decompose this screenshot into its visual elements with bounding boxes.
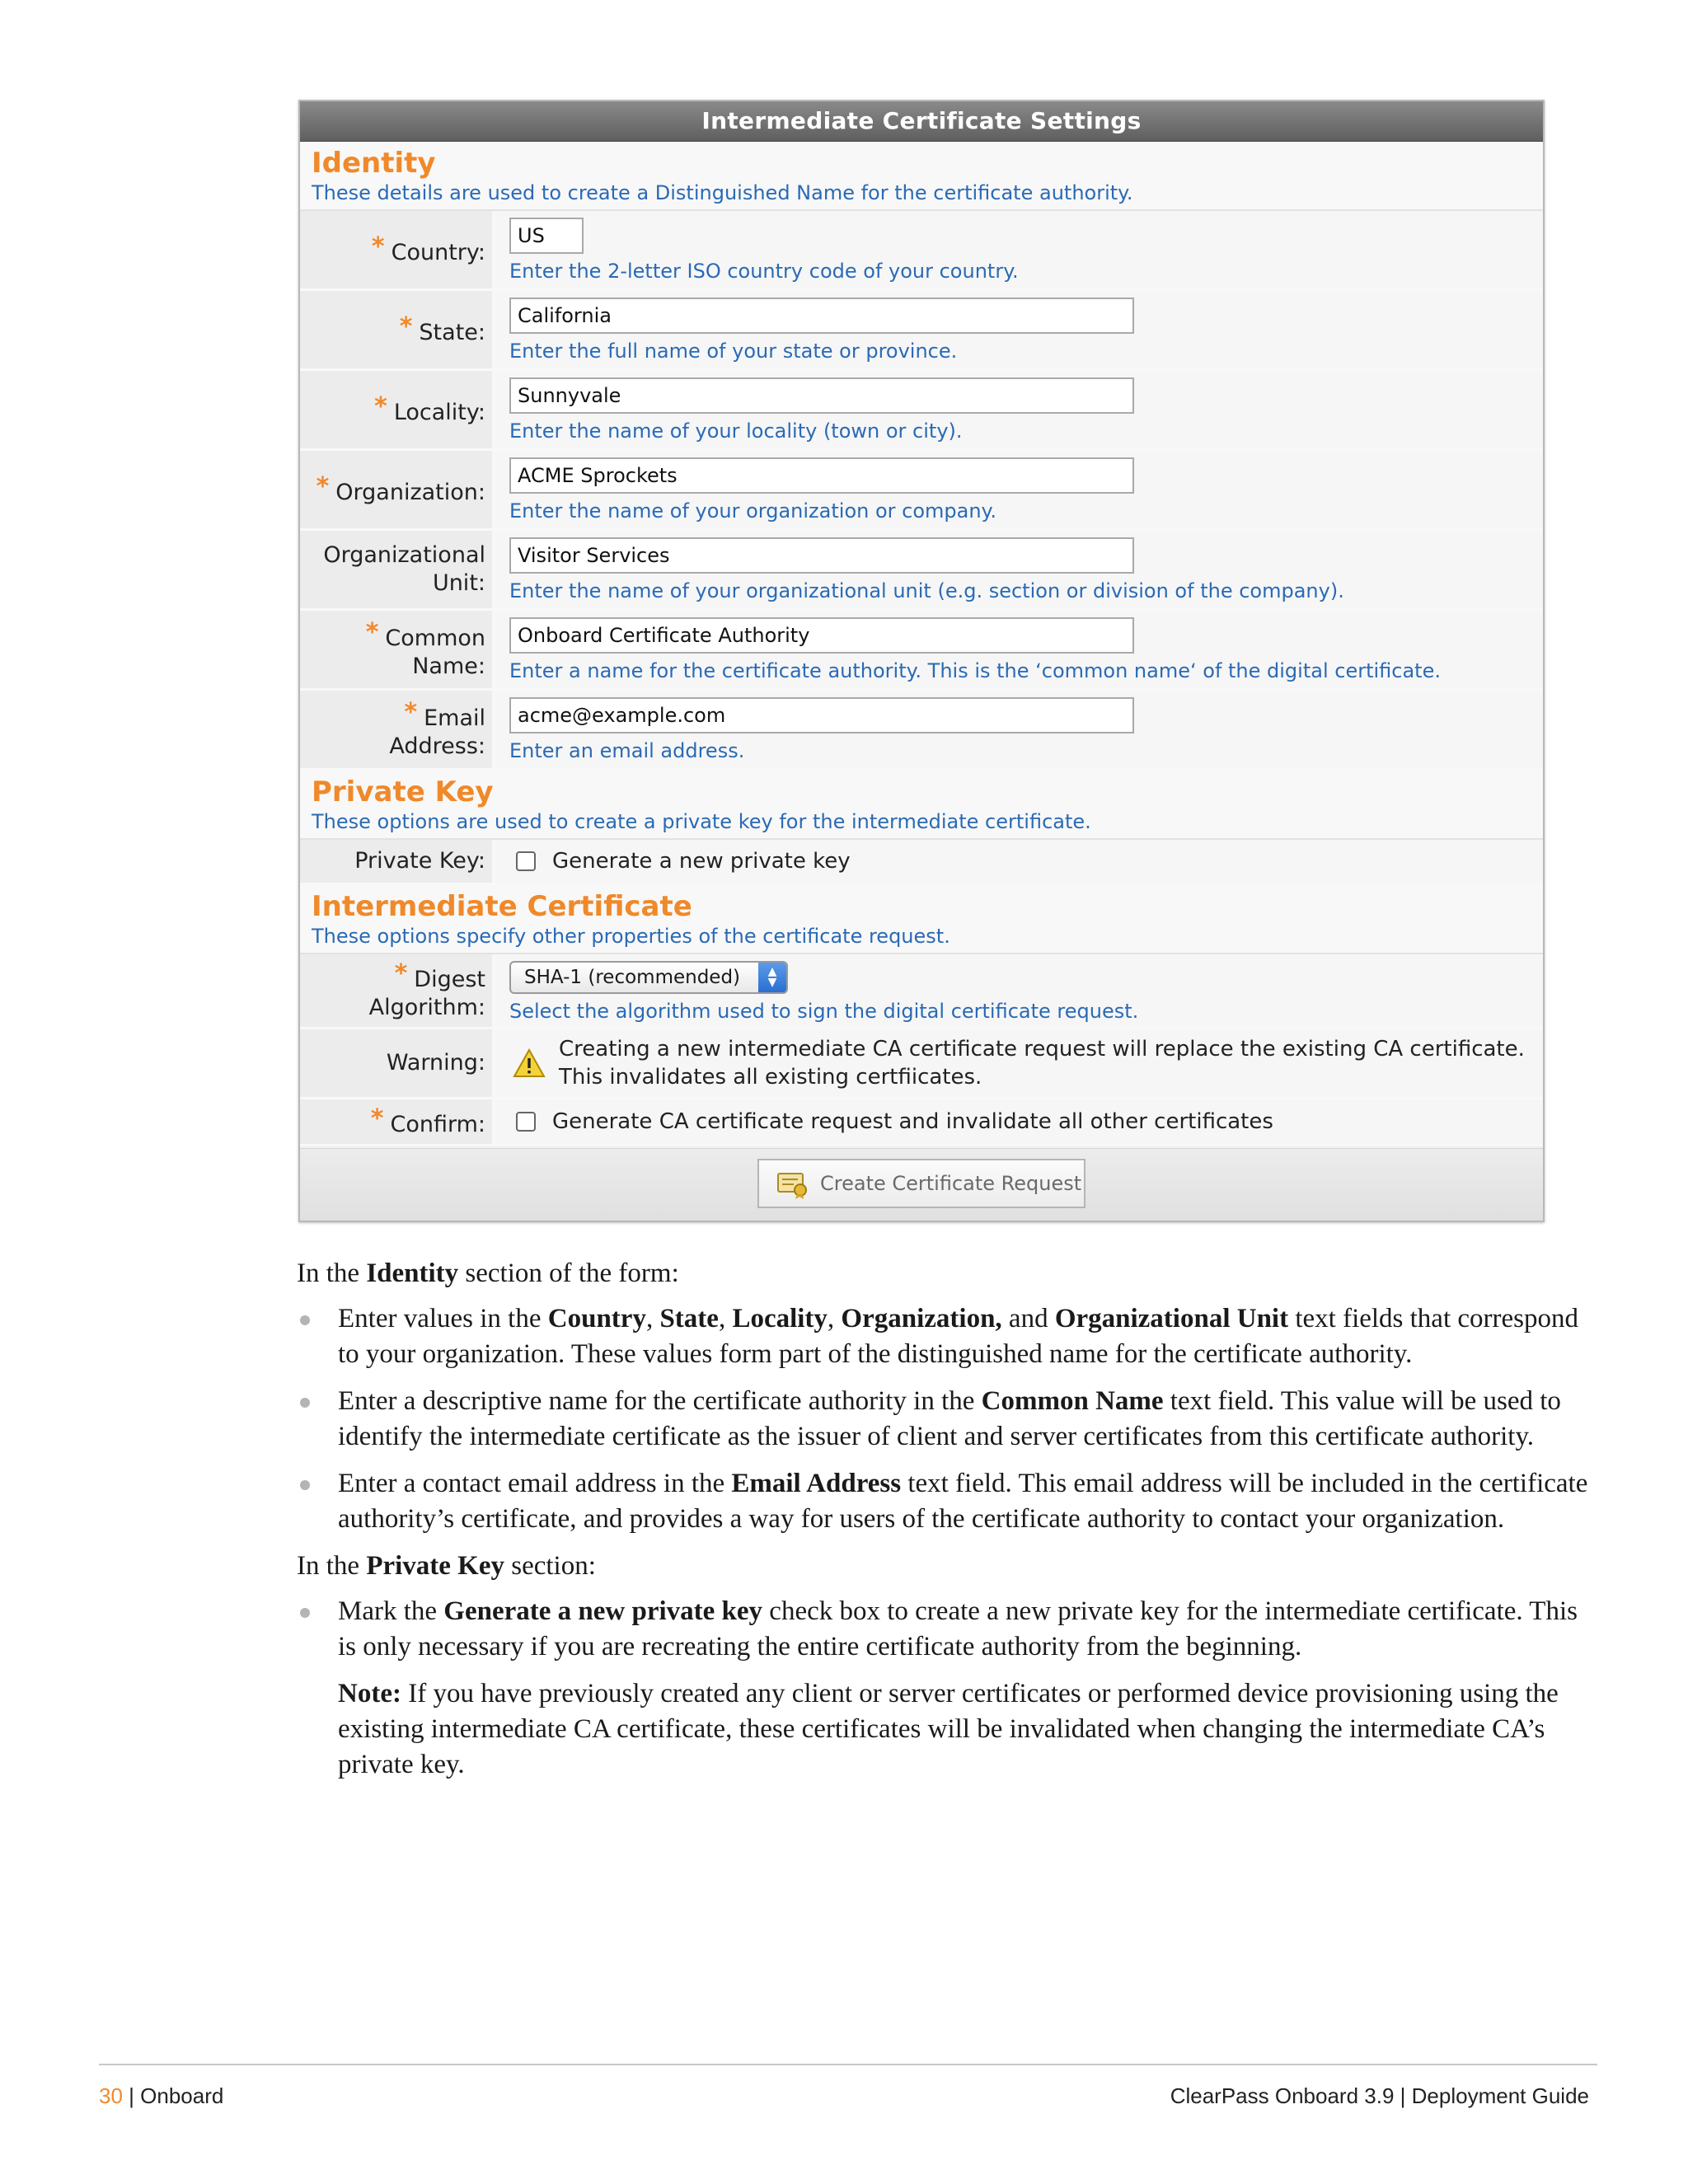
create-certificate-request-button[interactable]: Create Certificate Request [757,1159,1085,1208]
state-row [300,291,1543,371]
required-marker: * [404,697,418,727]
note-paragraph: Note: If you have previously created any client or server certificates or performed device provisioning using the existing intermediate CA certificate, these certificates will be invalidated when changing the intermediate CA’s private key. [338,1679,1559,1779]
common-name-label: * Common Name: [300,611,495,688]
intermediate-section-header [300,885,1543,954]
confirm-checkbox-label: Generate CA certificate request and invalidate all other certificates [552,1109,1273,1134]
intermediate-title: Intermediate Certificate [312,890,692,923]
state-input[interactable] [509,298,1134,334]
required-marker: * [374,391,387,421]
certificate-icon [776,1168,810,1199]
private-key-subtitle: These options are used to create a private key for the intermediate certificate. [312,810,1091,833]
email-hint: Enter an email address. [509,739,745,762]
identity-subtitle: These details are used to create a Distinguished Name for the certificate authority. [312,181,1133,204]
confirm-checkbox[interactable] [516,1112,536,1132]
locality-label: * Locality: [300,371,495,448]
country-hint: Enter the 2-letter ISO country code of your country. [509,260,1019,283]
org-unit-hint: Enter the name of your organizational unit (e.g. section or division of the company). [509,579,1344,602]
private-key-intro: In the Private Key section: [297,1551,596,1581]
footer-rule [99,2064,1597,2065]
required-marker: * [394,958,408,988]
identity-bullets [297,1301,1591,1537]
intermediate-subtitle: These options specify other properties of the certificate request. [312,925,950,948]
required-marker: * [399,312,413,341]
footer-product: ClearPass Onboard 3.9 [1170,2083,1395,2108]
organization-label: * Organization: [300,451,495,528]
digest-label: * Digest Algorithm: [300,954,495,1027]
identity-title: Identity [312,147,436,180]
email-input[interactable] [509,697,1134,733]
footer-left: 30 | Onboard [99,2083,224,2108]
org-unit-row [300,531,1543,611]
organization-row [300,451,1543,531]
list-item: Mark the Generate a new private key check box to create a new private key for the intermediate certificate. This is only necessary if you are recreating the entire certificate authority from the beginning. [297,1594,1591,1665]
list-item: Enter a contact email address in the Email Address text field. This email address will be included in the certificate authority’s certificate, and provides a way for users of the certificate authority to contact your organization. [297,1466,1591,1537]
confirm-label: * Confirm: [300,1099,495,1144]
required-marker: * [365,617,379,647]
generate-private-key-label: Generate a new private key [552,849,851,874]
warning-label: Warning: [300,1029,495,1097]
private-key-row [300,840,1543,885]
generate-private-key-checkbox[interactable] [516,851,536,871]
private-key-title: Private Key [312,776,494,808]
email-label: * Email Address: [300,691,495,768]
country-row [300,211,1543,291]
warning-message: Creating a new intermediate CA certificate request will replace the existing CA certificate. This invalidates all existing certfiicates. [559,1037,1525,1090]
state-hint: Enter the full name of your state or province. [509,340,958,363]
list-item: Enter values in the Country, State, Locality, Organization, and Organizational Unit text fields that correspond to your organization. These values form part of the distinguished name for the certificate authority. [297,1301,1591,1372]
warning-row [300,1029,1543,1099]
footer-doc-title: Deployment Guide [1411,2083,1589,2108]
page-number: 30 [99,2083,123,2108]
locality-hint: Enter the name of your locality (town or city). [509,419,963,443]
select-arrows-icon: ▲ ▼ [758,963,786,992]
private-key-bullets [297,1594,1591,1665]
warning-icon [513,1048,546,1078]
required-marker: * [370,1104,384,1133]
email-row [300,691,1543,771]
org-unit-input[interactable] [509,537,1134,574]
required-marker: * [316,471,330,501]
state-label: * State: [300,291,495,368]
form-button-bar [300,1148,1543,1221]
country-label: * Country: [300,211,495,288]
organization-hint: Enter the name of your organization or company. [509,499,996,523]
confirm-row [300,1099,1543,1146]
document-body [297,1256,1591,1793]
digest-row [300,954,1543,1029]
locality-row [300,371,1543,451]
common-name-input[interactable] [509,617,1134,654]
common-name-hint: Enter a name for the certificate authority. This is the ‘common name‘ of the digital certificate. [509,659,1441,682]
form-title: Intermediate Certificate Settings [300,101,1543,142]
certificate-settings-form [298,100,1545,1222]
footer-right: ClearPass Onboard 3.9 | Deployment Guide [1170,2083,1589,2108]
required-marker: * [371,232,385,261]
private-key-section-header [300,771,1543,840]
digest-hint: Select the algorithm used to sign the digital certificate request. [509,1000,1139,1023]
organization-input[interactable] [509,457,1134,494]
common-name-row [300,611,1543,691]
list-item: Enter a descriptive name for the certificate authority in the Common Name text field. This value will be used to identify the intermediate certificate as the issuer of client and server certificates from this certificate authority. [297,1384,1591,1455]
identity-intro: In the Identity section of the form: [297,1258,679,1288]
org-unit-label: Organizational Unit: [300,531,495,608]
digest-algorithm-select[interactable]: SHA-1 (recommended) ▲ ▼ [509,961,788,994]
country-input[interactable] [509,218,584,254]
identity-section-header [300,142,1543,211]
private-key-label: Private Key: [300,840,495,883]
footer-section: Onboard [140,2083,224,2108]
locality-input[interactable] [509,377,1134,414]
